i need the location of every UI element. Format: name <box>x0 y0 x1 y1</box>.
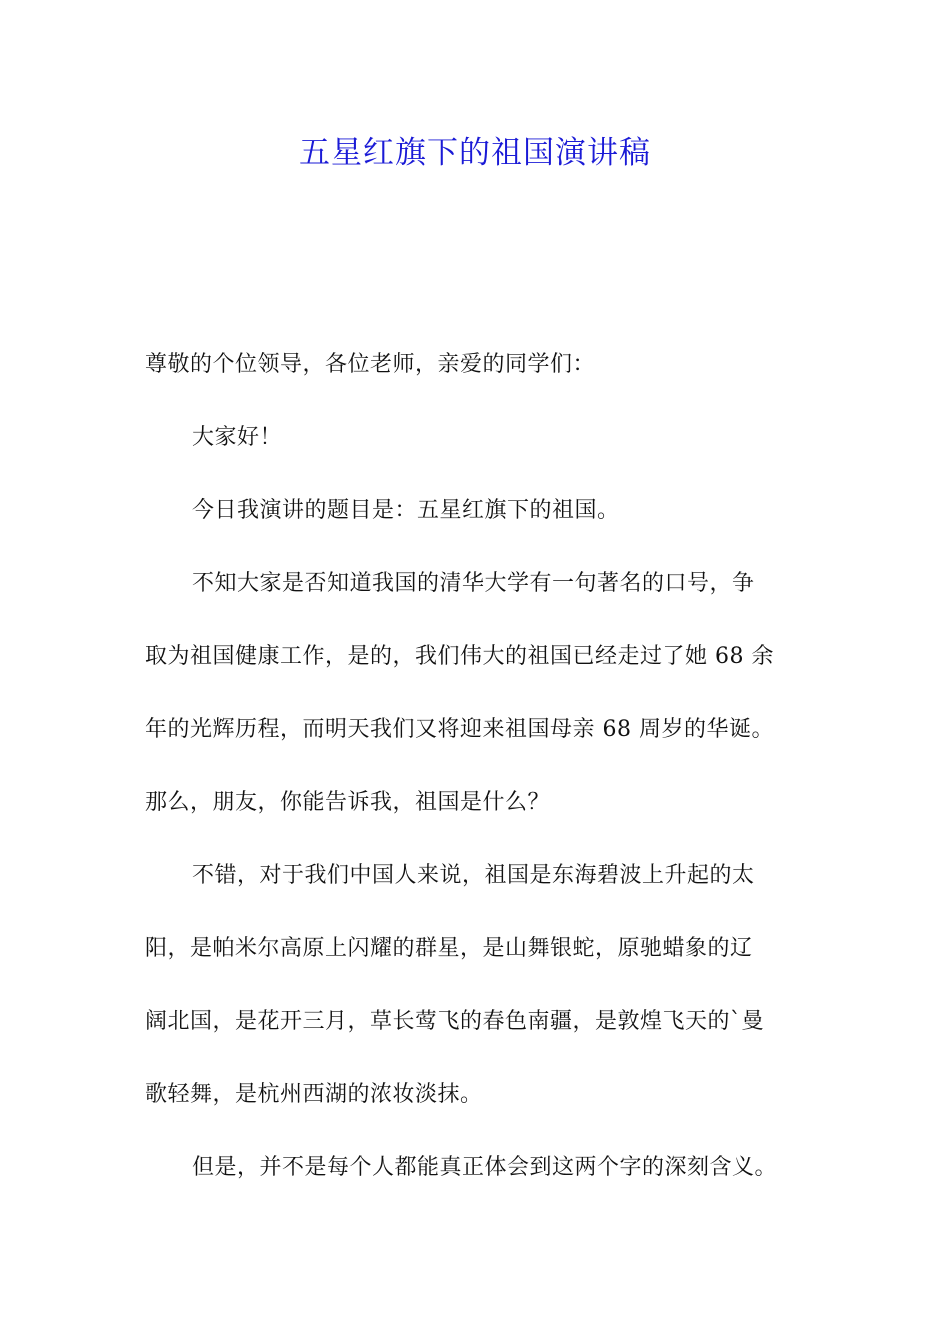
document-title: 五星红旗下的祖国演讲稿 <box>299 135 651 171</box>
document-body <box>145 341 835 1217</box>
paragraph-line: 不知大家是否知道我国的清华大学有一句著名的口号，争 <box>192 571 755 596</box>
paragraph-line: 阳，是帕米尔高原上闪耀的群星，是山舞银蛇，原驰蜡象的辽 <box>145 936 753 961</box>
paragraph-line: 阔北国，是花开三月，草长莺飞的春色南疆，是敦煌飞天的`曼 <box>145 1009 765 1034</box>
paragraph-line: 年的光辉历程，而明天我们又将迎来祖国母亲 68 周岁的华诞。 <box>145 717 774 742</box>
paragraph-line: 那么，朋友，你能告诉我，祖国是什么？ <box>145 790 551 815</box>
paragraph-line: 不错，对于我们中国人来说，祖国是东海碧波上升起的太 <box>192 863 755 888</box>
paragraph-line: 歌轻舞，是杭州西湖的浓妆淡抹。 <box>145 1082 483 1107</box>
paragraph-line: 尊敬的个位领导，各位老师，亲爱的同学们： <box>145 352 596 377</box>
paragraph-line: 取为祖国健康工作，是的，我们伟大的祖国已经走过了她 68 余 <box>145 644 774 669</box>
paragraph-line: 但是，并不是每个人都能真正体会到这两个字的深刻含义。 <box>192 1155 778 1180</box>
paragraph-line: 大家好！ <box>192 425 283 450</box>
paragraph-line: 今日我演讲的题目是：五星红旗下的祖国。 <box>192 498 620 523</box>
